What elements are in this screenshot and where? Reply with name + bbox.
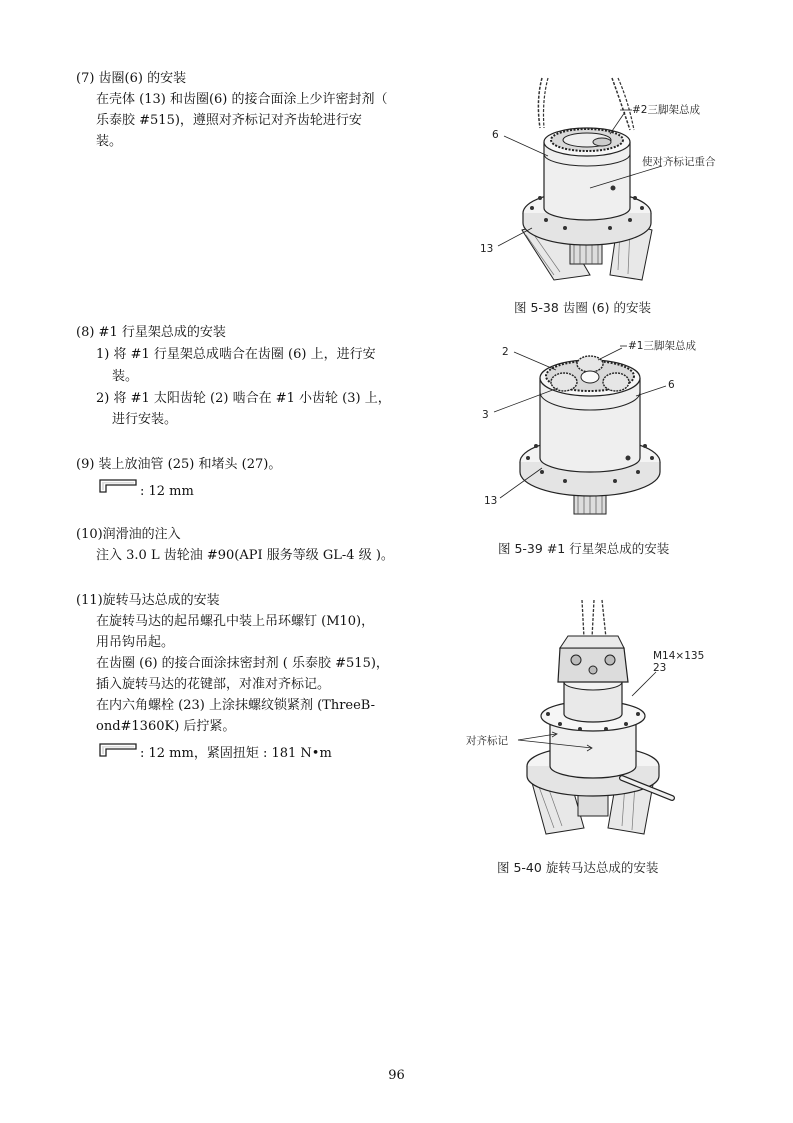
section-8-item-1a: 1) 将 #1 行星架总成啮合在齿圈 (6) 上，进行安 bbox=[96, 347, 376, 362]
label-2: 2 bbox=[502, 346, 509, 358]
section-7-title: (7) 齿圈(6) 的安装 bbox=[76, 71, 187, 86]
section-8-item-2a: 2) 将 #1 太阳齿轮 (2) 啮合在 #1 小齿轮 (3) 上， bbox=[96, 391, 391, 406]
section-10-title: (10)润滑油的注入 bbox=[76, 527, 181, 542]
section-11-line-1: 在旋转马达的起吊螺孔中装上吊环螺钉 (M10)， bbox=[96, 614, 375, 629]
hex-key-icon bbox=[96, 740, 140, 760]
section-7-line-1: 在壳体 (13) 和齿圈(6) 的接合面涂上少许密封剂（ bbox=[96, 92, 388, 107]
label-bolt-size: M14×135 bbox=[653, 650, 705, 662]
section-7-line-3: 装。 bbox=[96, 134, 123, 149]
section-8-item-1b: 装。 bbox=[112, 369, 139, 384]
section-9-tool-size: : 12 mm bbox=[140, 484, 194, 499]
label-alignment: 使对齐标记重合 bbox=[642, 156, 716, 168]
section-11-line-3: 在齿圈 (6) 的接合面涂抹密封剂 ( 乐泰胶 #515)， bbox=[96, 656, 389, 671]
page-number: 96 bbox=[388, 1068, 405, 1083]
hex-key-icon bbox=[96, 476, 140, 496]
label-13: 13 bbox=[484, 495, 498, 507]
label-13: 13 bbox=[480, 243, 494, 255]
section-8-item-2b: 进行安装。 bbox=[112, 412, 178, 427]
figure-5-38-caption: 图 5-38 齿圈 (6) 的安装 bbox=[514, 300, 651, 315]
section-11-title: (11)旋转马达总成的安装 bbox=[76, 593, 220, 608]
label-alignment: 对齐标记 bbox=[466, 735, 508, 747]
label-6: 6 bbox=[668, 379, 675, 391]
section-8-title: (8) #1 行星架总成的安装 bbox=[76, 325, 226, 340]
figure-5-38-illustration bbox=[470, 70, 720, 295]
section-11-line-6: ond#1360K) 后拧紧。 bbox=[96, 719, 236, 734]
section-11-tool-spec: : 12 mm，紧固扭矩 : 181 N•m bbox=[140, 746, 332, 761]
section-11-line-2: 用吊钩吊起。 bbox=[96, 635, 175, 650]
section-10-line-1: 注入 3.0 L 齿轮油 #90(API 服务等级 GL-4 级 )。 bbox=[96, 548, 394, 563]
label-6: 6 bbox=[492, 129, 499, 141]
section-9-title: (9) 装上放油管 (25) 和堵头 (27)。 bbox=[76, 457, 282, 472]
figure-5-40-caption: 图 5-40 旋转马达总成的安装 bbox=[497, 860, 659, 875]
section-7-line-2: 乐泰胶 #515)，遵照对齐标记对齐齿轮进行安 bbox=[96, 113, 362, 128]
section-11-line-4: 插入旋转马达的花键部，对准对齐标记。 bbox=[96, 677, 331, 692]
label-3: 3 bbox=[482, 409, 489, 421]
figure-5-39-caption: 图 5-39 #1 行星架总成的安装 bbox=[498, 541, 670, 556]
section-11-line-5: 在内六角螺栓 (23) 上涂抹螺纹锁紧剂 (ThreeB- bbox=[96, 698, 375, 713]
label-2-carrier: #2三脚架总成 bbox=[632, 104, 700, 116]
label-23: 23 bbox=[653, 662, 667, 674]
label-1-carrier: #1三脚架总成 bbox=[628, 340, 696, 352]
figure-5-40-illustration bbox=[460, 598, 730, 853]
figure-5-39-illustration bbox=[470, 330, 720, 530]
